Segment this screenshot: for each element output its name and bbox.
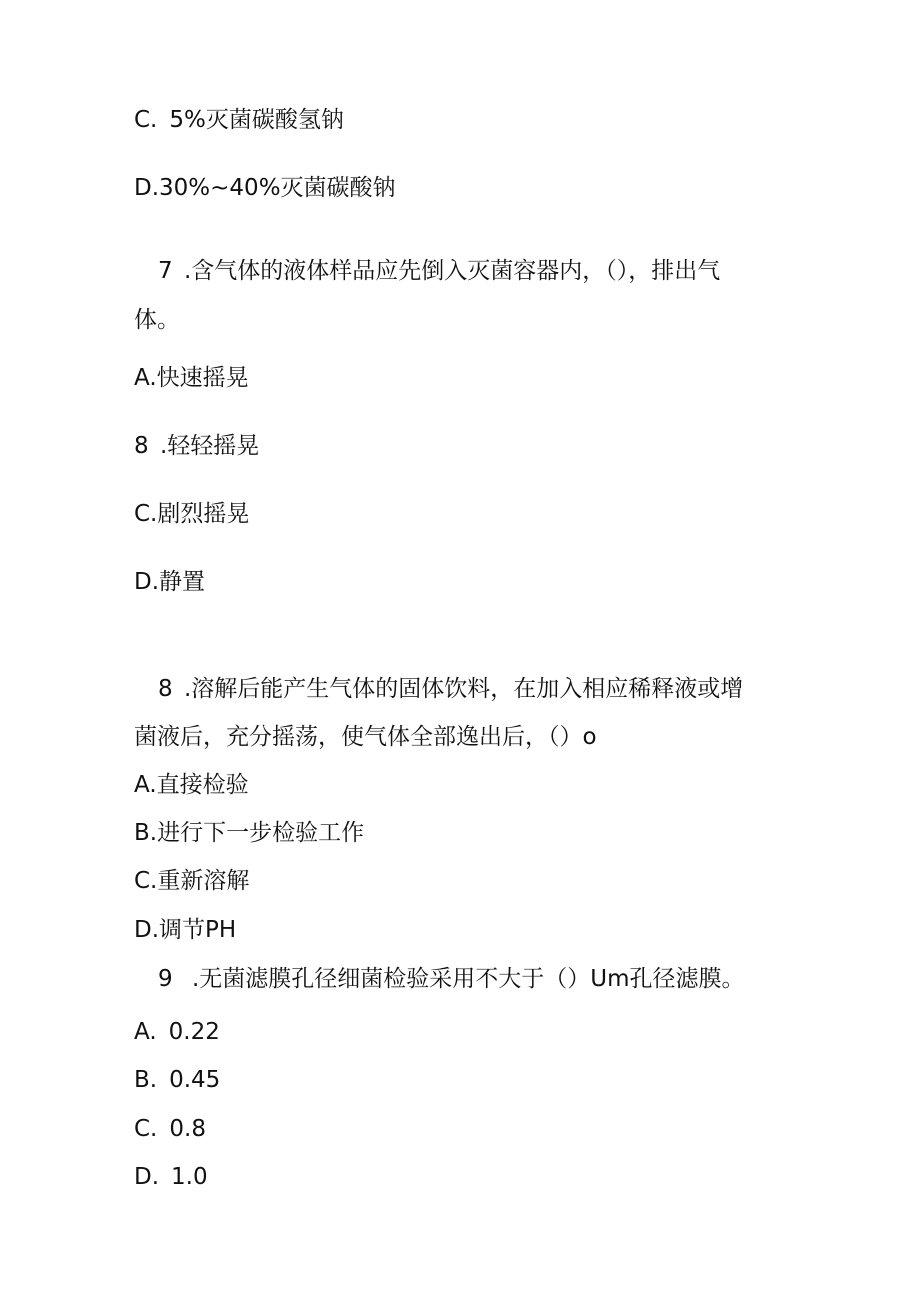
q9-option-d	[134, 1163, 208, 1191]
question-number: 8	[158, 676, 173, 702]
q8-stem-line1	[158, 675, 743, 703]
q8-option-a	[134, 771, 249, 799]
option-text: 0.45	[169, 1067, 221, 1093]
q7-option-b	[134, 432, 259, 460]
q6-option-d	[134, 174, 396, 202]
option-letter: A.	[134, 1019, 157, 1045]
q8-stem-line2	[134, 723, 597, 751]
option-letter: B.	[134, 820, 158, 846]
option-letter: C.	[134, 501, 158, 527]
option-text: 进行下一步检验工作	[157, 820, 365, 846]
q9-option-b	[134, 1066, 220, 1094]
q7-option-a	[134, 364, 249, 392]
q9-option-a	[134, 1018, 220, 1046]
option-text: 调节PH	[159, 917, 237, 943]
option-letter: D.	[134, 1164, 160, 1190]
option-letter: A.	[134, 365, 157, 391]
option-text: 剧烈摇晃	[157, 501, 250, 527]
question-text: .溶解后能产生气体的固体饮料，在加入相应稀释液或增	[184, 676, 744, 702]
q7-option-d	[134, 568, 205, 596]
option-text: 0.22	[168, 1019, 220, 1045]
option-text: 30%~40%灭菌碳酸钠	[159, 175, 396, 201]
option-text: 重新溶解	[157, 868, 250, 894]
option-text: 快速摇晃	[156, 365, 249, 391]
option-letter: D.	[134, 175, 160, 201]
q9-option-c	[134, 1115, 206, 1143]
q9-stem-line1	[158, 965, 745, 993]
q7-option-c	[134, 500, 249, 528]
q7-stem-line1	[158, 257, 720, 285]
option-letter: D.	[134, 917, 160, 943]
option-text: 1.0	[171, 1164, 208, 1190]
option-letter: C.	[134, 868, 158, 894]
question-number: 9	[158, 966, 173, 992]
q6-option-c	[134, 106, 344, 134]
option-letter: 8	[134, 433, 149, 459]
option-text: 直接检验	[156, 772, 249, 798]
q8-option-c	[134, 867, 249, 895]
option-letter: B.	[134, 1067, 158, 1093]
question-text: .无菌滤膜孔径细菌检验采用不大于（）Um孔径滤膜。	[192, 966, 745, 992]
q8-option-b	[134, 819, 364, 847]
q7-stem-line2	[134, 306, 180, 334]
option-text: 0.8	[169, 1116, 206, 1142]
option-letter: D.	[134, 569, 160, 595]
option-letter: C.	[134, 1116, 158, 1142]
question-number: 7	[158, 258, 173, 284]
option-letter: C.	[134, 107, 158, 133]
question-text: 体。	[134, 307, 180, 333]
question-text: .含气体的液体样品应先倒入灭菌容器内，（），排出气	[184, 258, 721, 284]
q8-option-d	[134, 916, 236, 944]
option-text: .轻轻摇晃	[160, 433, 260, 459]
option-letter: A.	[134, 772, 157, 798]
question-text: 菌液后，充分摇荡，使气体全部逸出后，（）o	[134, 724, 597, 750]
option-text: 静置	[159, 569, 206, 595]
option-text: 5%灭菌碳酸氢钠	[169, 107, 344, 133]
